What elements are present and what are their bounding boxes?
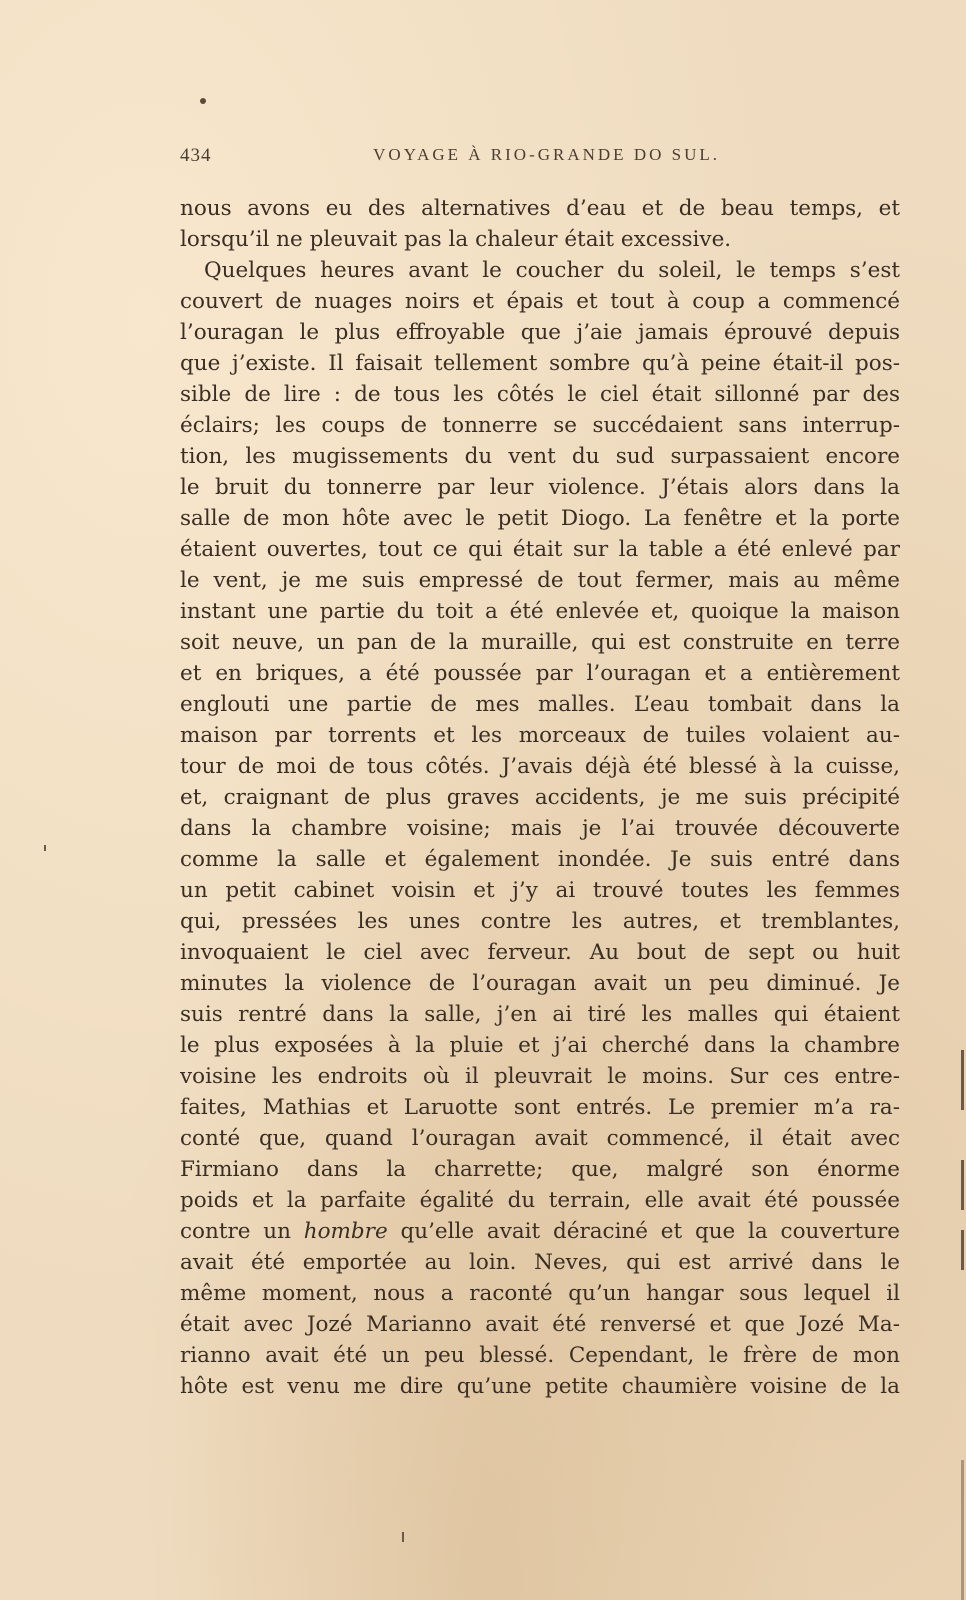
text-line: minutes la violence de l’ouragan avait un peu diminué. Je	[180, 971, 900, 996]
text-line: conté que, quand l’ouragan avait commencé, il était avec	[180, 1126, 900, 1151]
page-header	[180, 145, 720, 175]
text-line: Firmiano dans la charrette; que, malgré son énorme	[180, 1157, 900, 1182]
text-line: voisine les endroits où il pleuvrait le moins. Sur ces entre-	[180, 1064, 900, 1089]
page-edge-shadow	[961, 1050, 964, 1110]
text-line: suis rentré dans la salle, j’en ai tiré les malles qui étaient	[180, 1002, 900, 1027]
text-line: éclairs; les coups de tonnerre se succédaient sans interrup-	[180, 413, 900, 438]
italic-word: hombre	[303, 1219, 388, 1244]
margin-mark	[402, 1532, 404, 1542]
text-line: tour de moi de tous côtés. J’avais déjà été blessé à la cuisse,	[180, 754, 900, 779]
text-line: était avec Jozé Marianno avait été renversé et que Jozé Ma-	[180, 1312, 900, 1337]
text-line: même moment, nous a raconté qu’un hangar sous lequel il	[180, 1281, 900, 1306]
text-line: comme la salle et également inondée. Je suis entré dans	[180, 847, 900, 872]
text-line: que j’existe. Il faisait tellement sombre qu’à peine était-il pos-	[180, 351, 900, 376]
text-line: le plus exposées à la pluie et j’ai cherché dans la chambre	[180, 1033, 900, 1058]
text-line: contre un hombre qu’elle avait déraciné et que la couverture	[180, 1219, 900, 1244]
text-line: couvert de nuages noirs et épais et tout à coup a commencé	[180, 289, 900, 314]
text-line: salle de mon hôte avec le petit Diogo. La fenêtre et la porte	[180, 506, 900, 531]
margin-mark	[44, 845, 46, 851]
text-line: hôte est venu me dire qu’une petite chaumière voisine de la	[180, 1374, 900, 1399]
text-line: englouti une partie de mes malles. L’eau tombait dans la	[180, 692, 900, 717]
text-line: sible de lire : de tous les côtés le ciel était sillonné par des	[180, 382, 900, 407]
text-line: et, craignant de plus graves accidents, je me suis précipité	[180, 785, 900, 810]
text-line: étaient ouvertes, tout ce qui était sur la table a été enlevé par	[180, 537, 900, 562]
text-line: et en briques, a été poussée par l’ouragan et a entièrement	[180, 661, 900, 686]
text-line: rianno avait été un peu blessé. Cependant, le frère de mon	[180, 1343, 900, 1368]
text-line: instant une partie du toit a été enlevée et, quoique la maison	[180, 599, 900, 624]
text-line: invoquaient le ciel avec ferveur. Au bout de sept ou huit	[180, 940, 900, 965]
page-number: 434	[180, 145, 212, 166]
text-line: soit neuve, un pan de la muraille, qui est construite en terre	[180, 630, 900, 655]
text-line: qui, pressées les unes contre les autres, et tremblantes,	[180, 909, 900, 934]
text-line: tion, les mugissements du vent du sud surpassaient encore	[180, 444, 900, 469]
text-line: Quelques heures avant le coucher du soleil, le temps s’est	[204, 258, 900, 283]
ink-spot	[200, 98, 206, 104]
running-title: VOYAGE À RIO-GRANDE DO SUL.	[373, 145, 720, 164]
text-line: un petit cabinet voisin et j’y ai trouvé toutes les femmes	[180, 878, 900, 903]
text-line: l’ouragan le plus effroyable que j’aie jamais éprouvé depuis	[180, 320, 900, 345]
page-edge-shadow	[961, 1160, 964, 1210]
text-line: le bruit du tonnerre par leur violence. J’étais alors dans la	[180, 475, 900, 500]
page-edge-shadow	[961, 1460, 964, 1600]
text-line: poids et la parfaite égalité du terrain, elle avait été poussée	[180, 1188, 900, 1213]
text-line: lorsqu’il ne pleuvait pas la chaleur était excessive.	[180, 227, 732, 252]
body-text	[180, 193, 900, 1402]
text-line: dans la chambre voisine; mais je l’ai trouvée découverte	[180, 816, 900, 841]
text-line: le vent, je me suis empressé de tout fermer, mais au même	[180, 568, 900, 593]
text-line: faites, Mathias et Laruotte sont entrés. Le premier m’a ra-	[180, 1095, 900, 1120]
text-line: nous avons eu des alternatives d’eau et de beau temps, et	[180, 196, 900, 221]
text-line: avait été emportée au loin. Neves, qui est arrivé dans le	[180, 1250, 900, 1275]
text-line: maison par torrents et les morceaux de tuiles volaient au-	[180, 723, 900, 748]
page-edge-shadow	[961, 1230, 964, 1270]
